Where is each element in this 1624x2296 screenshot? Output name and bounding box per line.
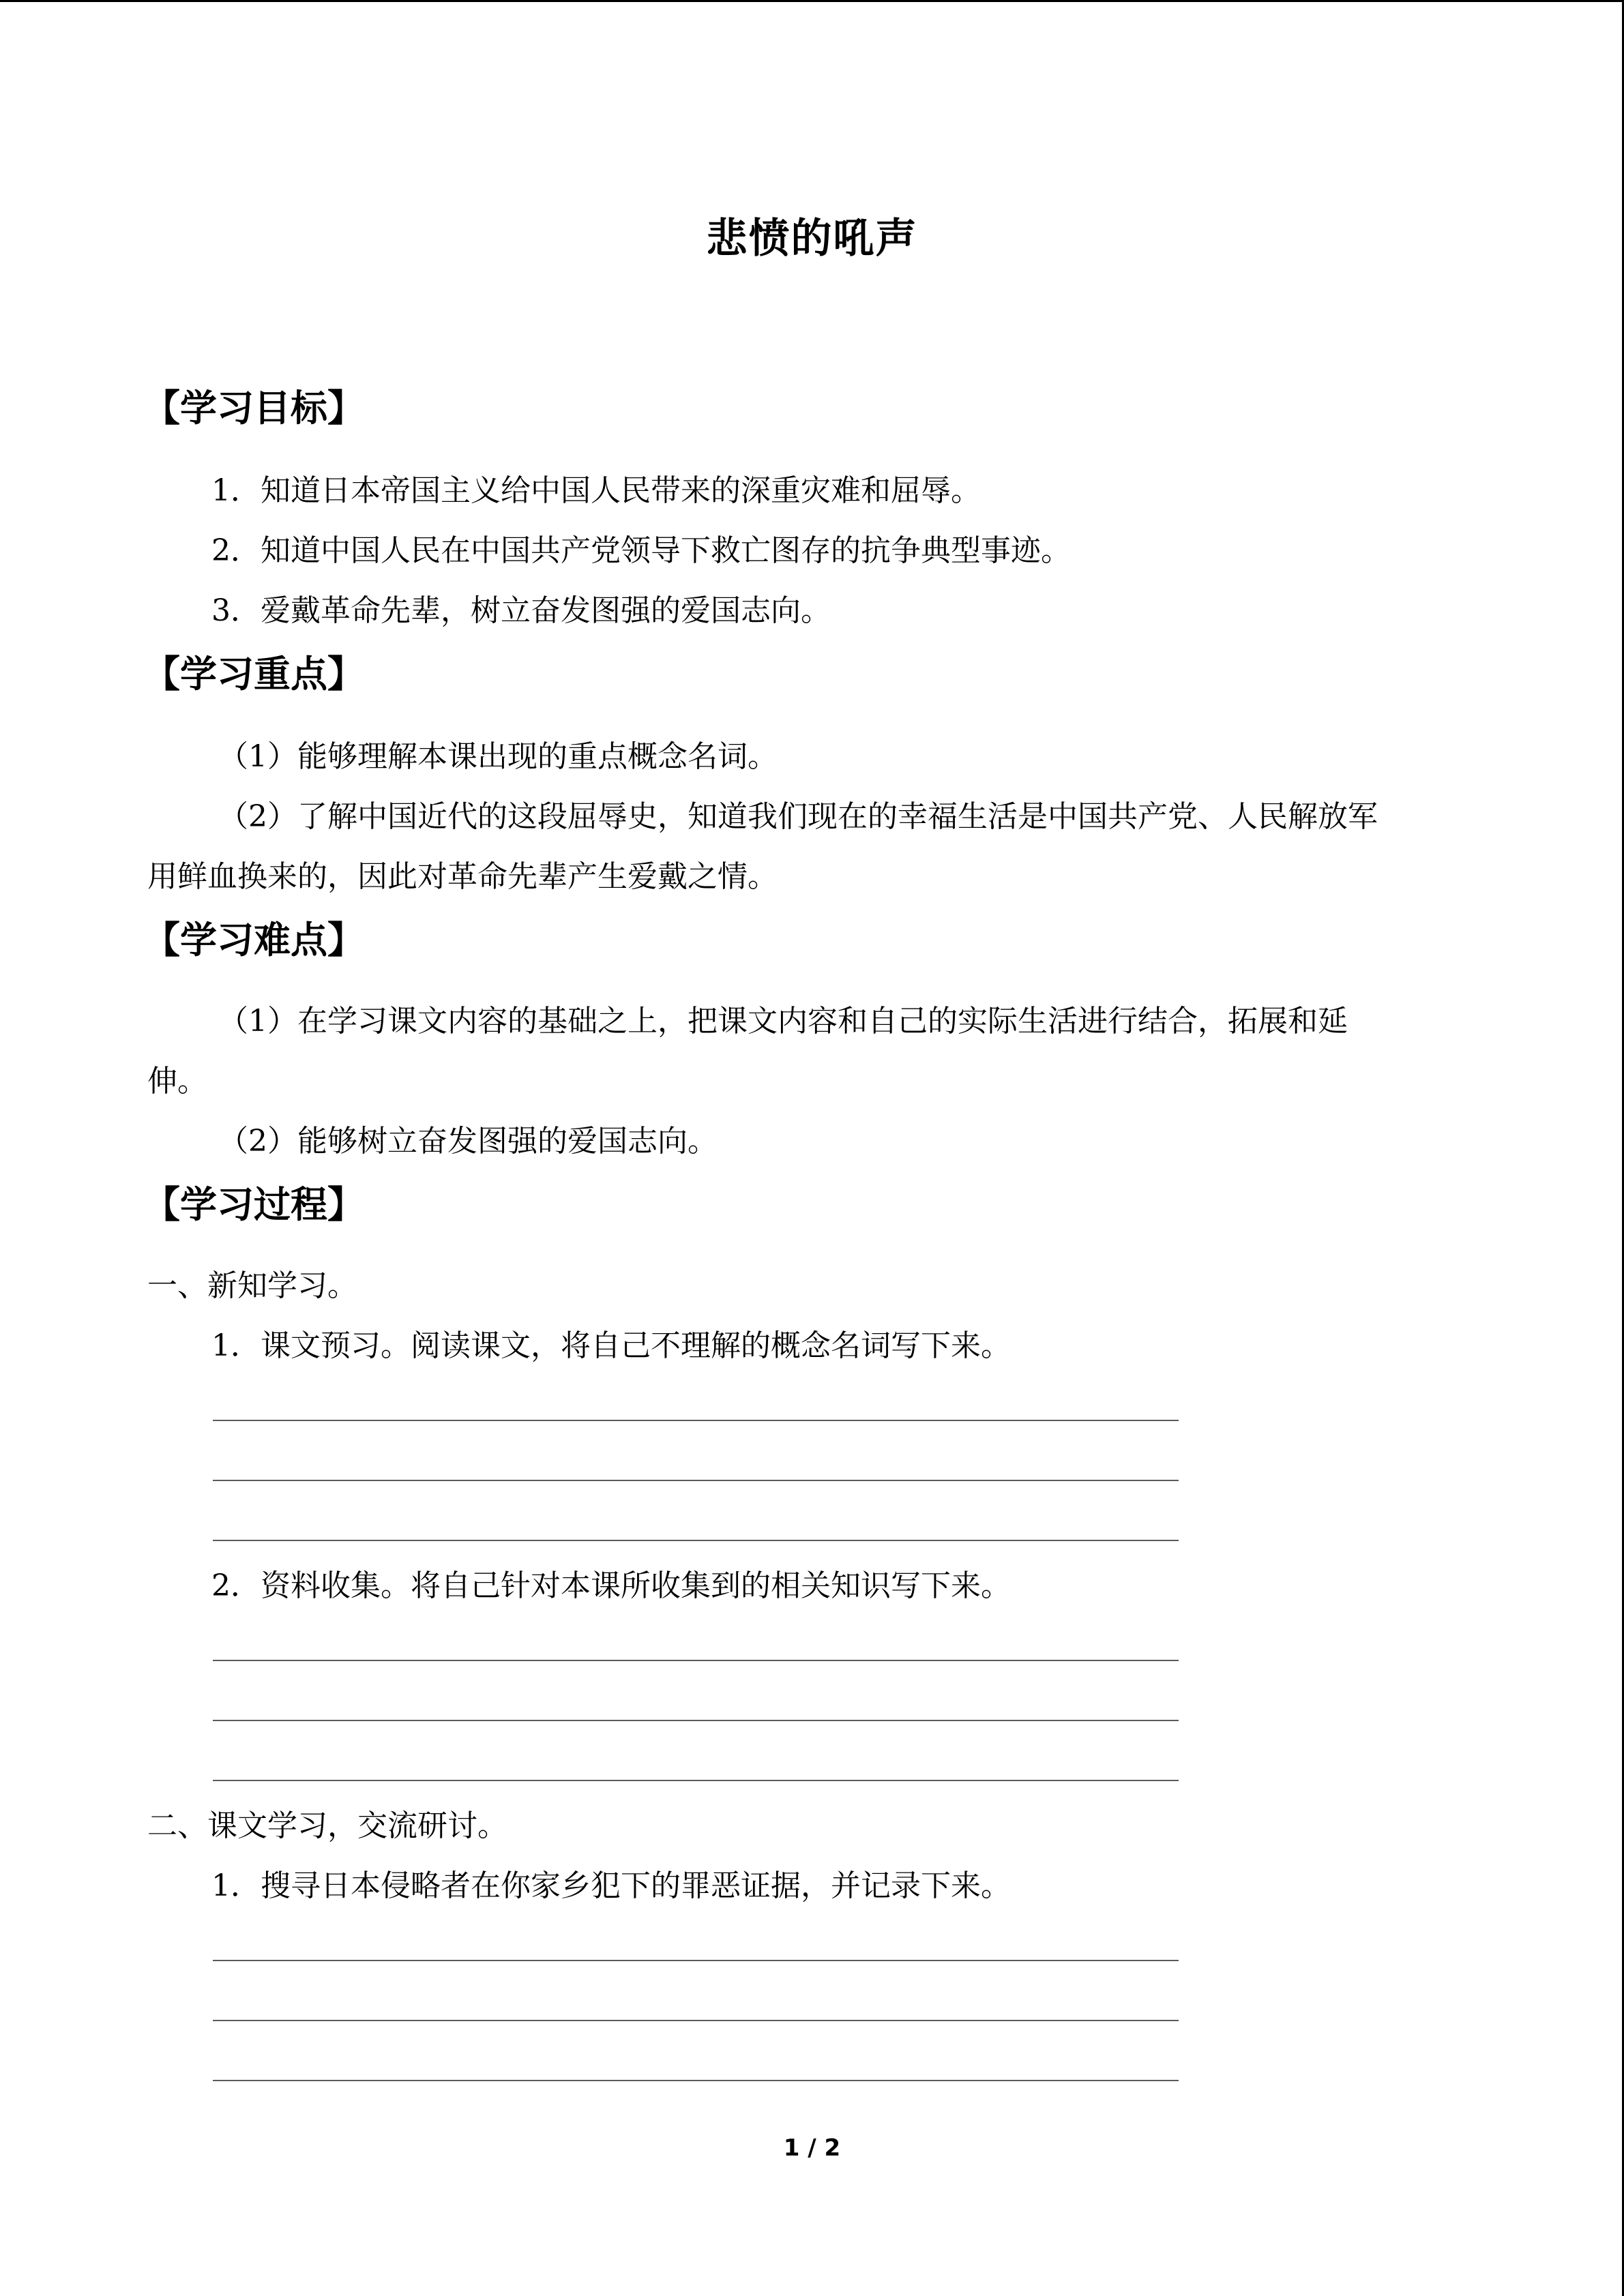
answer-line[interactable] — [213, 1480, 1179, 1481]
answer-line[interactable] — [213, 1960, 1179, 1961]
part-2-task-1: 1．搜寻日本侵略者在你家乡犯下的罪恶证据，并记录下来。 — [211, 1868, 1011, 1903]
part-2-title: 二、课文学习，交流研讨。 — [147, 1808, 507, 1843]
answer-line[interactable] — [213, 1780, 1179, 1781]
page-number: 1 / 2 — [783, 2134, 841, 2162]
difficulty-item-1-line-2: 伸。 — [147, 1064, 207, 1099]
objective-item-1: 1．知道日本帝国主义给中国人民带来的深重灾难和屈辱。 — [211, 473, 981, 508]
answer-line[interactable] — [213, 1720, 1179, 1721]
answer-line[interactable] — [213, 1540, 1179, 1541]
difficulties-heading: 【学习难点】 — [143, 919, 364, 961]
key-point-item-2-line-1: （2）了解中国近代的这段屈辱史，知道我们现在的幸福生活是中国共产党、人民解放军 — [218, 799, 1378, 834]
objectives-heading: 【学习目标】 — [143, 387, 364, 430]
part-1-title: 一、新知学习。 — [147, 1268, 357, 1303]
answer-line[interactable] — [213, 1420, 1179, 1421]
key-point-item-1: （1）能够理解本课出现的重点概念名词。 — [218, 739, 778, 774]
objective-item-2: 2．知道中国人民在中国共产党领导下救亡图存的抗争典型事迹。 — [211, 533, 1071, 568]
difficulty-item-2: （2）能够树立奋发图强的爱国志向。 — [218, 1124, 718, 1159]
page-title: 悲愤的吼声 — [706, 215, 918, 263]
page-border-top — [0, 0, 1624, 2]
objective-item-3: 3．爱戴革命先辈，树立奋发图强的爱国志向。 — [211, 593, 831, 628]
difficulty-item-1-line-1: （1）在学习课文内容的基础之上，把课文内容和自己的实际生活进行结合，拓展和延 — [218, 1004, 1348, 1039]
key-points-heading: 【学习重点】 — [143, 653, 364, 696]
key-point-item-2-line-2: 用鲜血换来的，因此对革命先辈产生爱戴之情。 — [147, 859, 778, 894]
part-1-task-2: 2．资料收集。将自己针对本课所收集到的相关知识写下来。 — [211, 1568, 1011, 1603]
answer-line[interactable] — [213, 1660, 1179, 1661]
part-1-task-1: 1．课文预习。阅读课文，将自己不理解的概念名词写下来。 — [211, 1328, 1011, 1363]
answer-line[interactable] — [213, 2080, 1179, 2081]
answer-line[interactable] — [213, 2020, 1179, 2021]
process-heading: 【学习过程】 — [143, 1183, 364, 1226]
